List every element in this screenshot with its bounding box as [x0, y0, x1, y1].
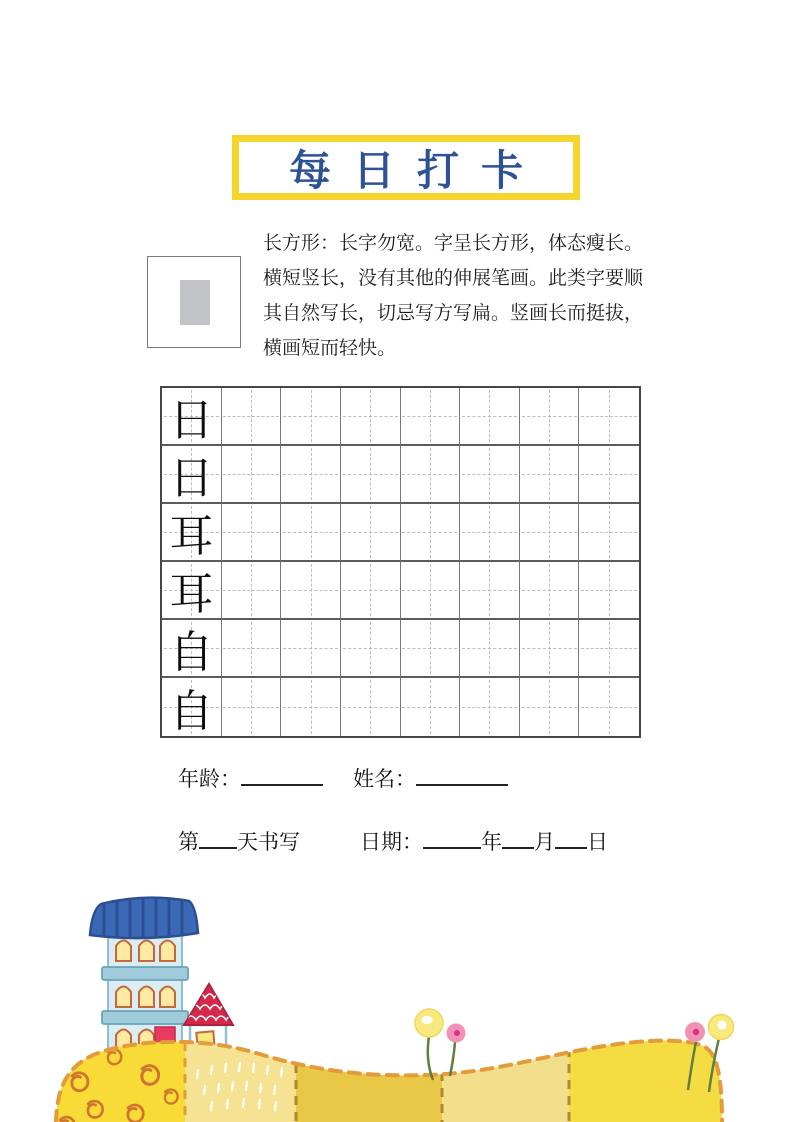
grid-cell — [341, 678, 401, 736]
grid-cell — [341, 504, 401, 562]
age-name-row — [178, 763, 508, 793]
grid-cell — [401, 388, 461, 446]
grid-cell — [162, 504, 222, 562]
grid-cell — [460, 504, 520, 562]
grid-cell — [222, 388, 282, 446]
practice-character: 耳 — [169, 511, 214, 562]
grid-cell — [520, 562, 580, 620]
grid-cell — [281, 504, 341, 562]
instruction-paragraph: 长方形：长字勿宽。字呈长方形，体态瘦长。横短竖长，没有其他的伸展笔画。此类字要顺其自然写长，切忌写方写扁。竖画长而挺拔，横画短而轻快。 — [263, 233, 644, 359]
grid-cell — [341, 388, 401, 446]
age-label: 年龄： — [178, 767, 241, 791]
grid-cell — [520, 678, 580, 736]
grid-cell — [341, 562, 401, 620]
grid-cell — [162, 562, 222, 620]
month-label: 月 — [534, 830, 555, 854]
grid-cell — [460, 562, 520, 620]
grid-cell — [281, 388, 341, 446]
month-blank — [502, 830, 534, 849]
grid-cell — [281, 562, 341, 620]
flower-cluster-left — [415, 1009, 466, 1080]
grid-cell — [222, 504, 282, 562]
date-row — [360, 826, 608, 856]
practice-character: 自 — [169, 686, 214, 737]
name-blank-line — [416, 767, 508, 786]
date-label: 日期： — [360, 830, 423, 854]
grid-cell — [460, 678, 520, 736]
day-count-row — [178, 826, 300, 856]
practice-character: 耳 — [169, 569, 214, 620]
grid-cell — [520, 504, 580, 562]
grid-cell — [341, 620, 401, 678]
grid-cell — [222, 446, 282, 504]
grid-cell — [401, 562, 461, 620]
name-label: 姓名： — [353, 767, 416, 791]
grid-cell — [579, 388, 639, 446]
grid-cell — [520, 388, 580, 446]
grid-cell — [579, 620, 639, 678]
image-placeholder — [180, 280, 210, 325]
example-image-frame — [147, 256, 241, 348]
grid-cell — [401, 620, 461, 678]
grid-cell — [579, 446, 639, 504]
grid-cell — [162, 446, 222, 504]
grid-cell — [401, 446, 461, 504]
grid-cell — [222, 620, 282, 678]
grid-cell — [579, 678, 639, 736]
grid-cell — [401, 678, 461, 736]
practice-character: 日 — [169, 453, 214, 504]
age-blank-line — [241, 767, 323, 786]
grid-cell — [460, 620, 520, 678]
day-blank — [555, 830, 587, 849]
practice-grid — [160, 386, 641, 738]
grid-cell — [579, 504, 639, 562]
grid-cell — [162, 620, 222, 678]
grid-cell — [341, 446, 401, 504]
grid-cell — [520, 620, 580, 678]
grid-cell — [162, 388, 222, 446]
grid-cell — [281, 620, 341, 678]
grid-cell — [281, 678, 341, 736]
page-title: 每日打卡 — [288, 145, 545, 195]
grid-cell — [460, 446, 520, 504]
grid-cell — [460, 388, 520, 446]
day-suffix-label: 天书写 — [237, 830, 300, 854]
day-number-blank — [199, 830, 237, 849]
grid-cell — [579, 562, 639, 620]
tower-house-illustration — [90, 892, 198, 1056]
grid-cell — [222, 678, 282, 736]
grid-cell — [401, 504, 461, 562]
title-banner — [232, 135, 580, 200]
day-label: 日 — [587, 830, 608, 854]
year-blank — [423, 830, 481, 849]
grid-cell — [281, 446, 341, 504]
practice-character: 自 — [169, 627, 214, 678]
bottom-illustration — [0, 880, 793, 1122]
day-prefix-label: 第 — [178, 830, 199, 854]
grid-cell — [162, 678, 222, 736]
grid-cell — [520, 446, 580, 504]
practice-character: 日 — [169, 395, 214, 446]
year-label: 年 — [481, 830, 502, 854]
grid-cell — [222, 562, 282, 620]
